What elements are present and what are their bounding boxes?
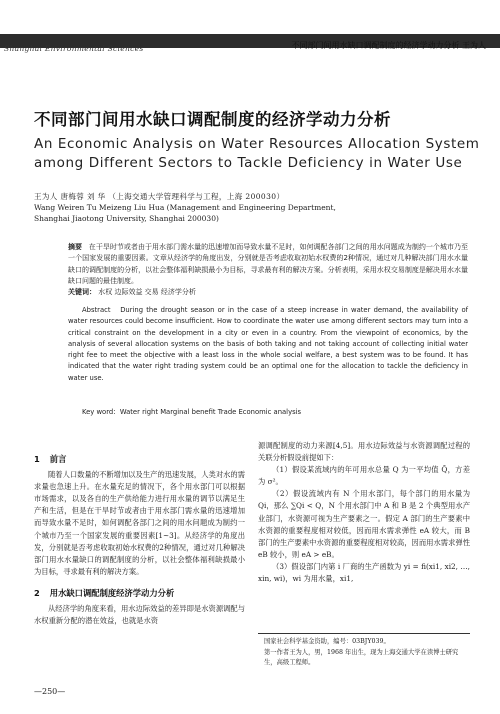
authors-chinese: 王为人 唐梅蓉 刘 华 （上海交通大学管理科学与工程，上海 200030）: [34, 192, 285, 201]
assumption-1: （1）假设某流域内的年可用水总量 Q 为一平均值 Q̄，方差为 σ²。: [258, 465, 470, 487]
abstract-english: [68, 305, 468, 384]
footnote-funding: 国家社会科学基金资助，编号：03BJY039。: [264, 638, 390, 645]
assumption-2: （2）假设流域内有 N 个用水部门，每个部门的用水量为 Qi，那么 ∑Qi < Q，N 个用水部门中 A 和 B 是 2 个典型用水产业部门，水资源可视为生产要素之一。假定 A 部门的生产要素中水资源的重要程度相对较低，因而用水需求弹性 eA 较大，而 B 部门的生产要素中水资源的重要程度相对较高，因而用水需求弹性 eB 较小，则 eA > eB。: [258, 489, 470, 559]
title-english-line1: An Economic Analysis on Water Resources Allocation System: [34, 136, 480, 152]
journal-logo-text: Shanghai Environmental Sciences: [4, 44, 144, 53]
footnote-divider: [258, 633, 470, 634]
abstract-cn-text: 在干旱时节或者由于用水部门需水量的迅速增加而导致水量不足时，如何调配各部门之间的用水问题成为制约一个城市乃至一个国家发展的重要因素。文章从经济学的角度出发，分别就是否考虑收取初始水权费的2种情况，通过对几种解决部门用水水量缺口的调配制度的分析，以社会整体福利缺损最小为目标，寻求最有利的解决方案。分析表明，采用水权交易制度是解决用水水量缺口问题的最佳制度。: [68, 243, 468, 285]
body-left-column: [34, 447, 245, 627]
section-2-title: 用水缺口调配制度经济学动力分析: [49, 587, 175, 598]
section-2-heading: [34, 587, 245, 599]
running-title: 不同部门间用水缺口调配制度的经济学动力分析 王为人: [291, 41, 486, 50]
footnote-author-bio: 第一作者王为人，男，1968 年出生，现为上海交通大学在读博士研究生，高级工程师。: [264, 648, 459, 666]
keywords-chinese: [68, 287, 196, 297]
section-1-number: 1: [34, 454, 40, 464]
abstract-en-label: Abstract: [82, 306, 111, 314]
body-right-column: [258, 440, 470, 585]
page-number: —250—: [34, 687, 66, 696]
footnote: [264, 637, 470, 669]
authors-english: Wang Weiren Tu Meizeng Liu Hua (Management and Engineering Department,: [34, 203, 336, 212]
abstract-cn-label: 摘要: [68, 243, 83, 251]
keywords-cn-text: 水权 边际效益 交易 经济学分析: [98, 288, 196, 296]
keywords-en-text: Water right Marginal benefit Trade Economic analysis: [119, 408, 302, 416]
section-1-heading: [34, 453, 245, 465]
right-col-intro: 源调配制度的动力来源[4,5]。用水边际效益与水资源调配过程的关联分析假设前提如下：: [258, 441, 470, 463]
abstract-en-text: During the drought season or in the case of a steep increase in water demand, the availability of water resources could become insufficient. How to coordinate the water use among different sectors may turn into a critical constraint on the development in a city or even in a country. From the viewpoint of economics, by the analysis of several allocation systems on the basis of both taking and not taking account of collecting initial water right fee to meet the objective with a least loss in the whole social welfare, a best system was to be found. It has indicated that the water right trading system could be an optimal one for the allocation to tackle the deficiency in water use.: [68, 306, 468, 382]
keywords-english: [68, 408, 301, 416]
section-2-paragraph: 从经济学的角度来看，用水边际效益的差异即是水资源调配与水权重新分配的潜在效益，也就是水资: [34, 604, 246, 626]
keywords-en-label: Key word:: [82, 408, 116, 416]
title-english-line2: among Different Sectors to Tackle Deficiency in Water Use: [34, 155, 463, 171]
abstract-chinese: [68, 242, 468, 287]
section-1-title: 前言: [49, 454, 67, 464]
section-2-number: 2: [34, 587, 40, 598]
keywords-cn-label: 关键词：: [68, 288, 96, 296]
title-chinese: 不同部门间用水缺口调配制度的经济学动力分析: [34, 110, 391, 129]
affiliation-english: Shanghai Jiaotong University, Shanghai 200030): [34, 214, 219, 223]
section-1-paragraph: 随着人口数量的不断增加以及生产的迅速发展，人类对水的需求量也急速上升。在水量充足的情况下，各个用水部门可以根据市场需求，以及各自的生产供给能力进行用水量的调节以满足生产和生活，但是在干旱时节或者由于用水部门需水量的迅速增加而导致水量不足时，如何调配各部门之间的用水问题成为制约一个城市乃至一个国家发展的重要因素[1~3]。从经济学的角度出发，分别就是否考虑收取初始水权费的2种情况，通过对几种解决部门用水水量缺口的调配制度的分析，以社会整体福利缺损最小为目标，寻求最有利的解决方案。: [34, 470, 246, 576]
assumption-3: （3）假设部门内第 i 厂商的生产函数为 yi = fi(xi1, xi2, …, xin, wi)，wi 为用水量，xi1,: [258, 561, 470, 584]
